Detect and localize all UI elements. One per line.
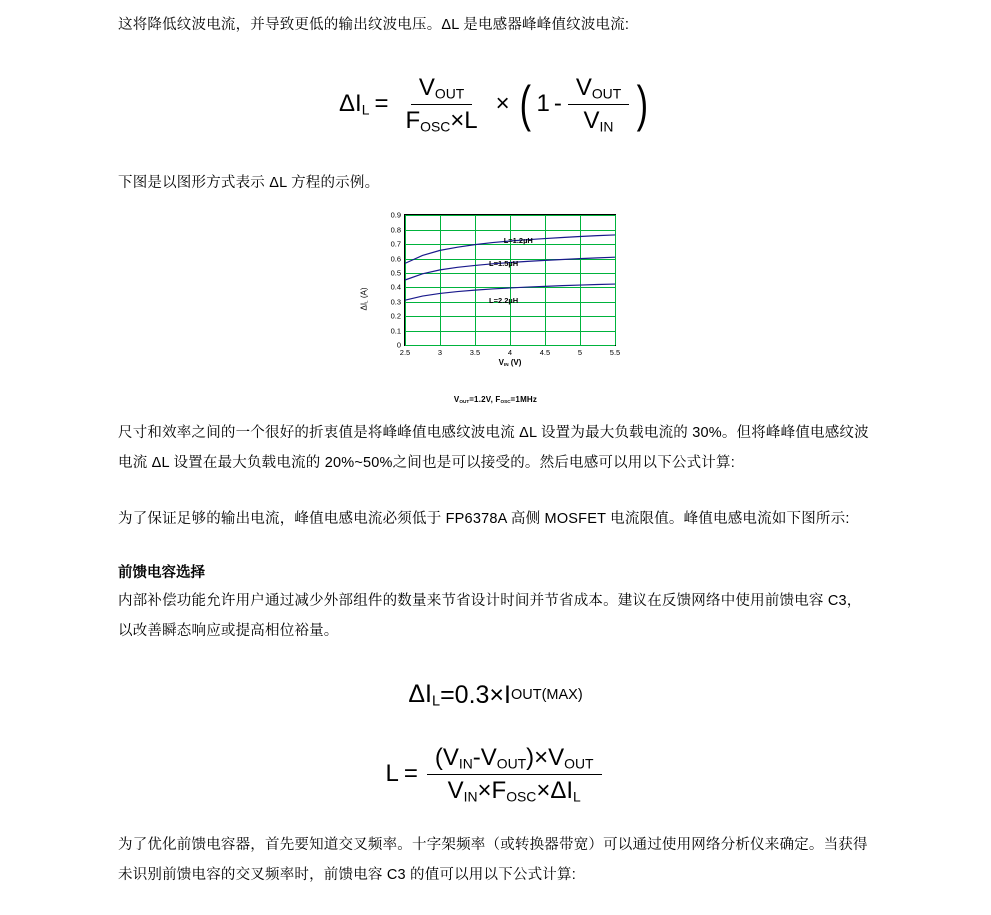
eq1-paren-open: ( <box>519 75 531 133</box>
eq1-frac2-numerator: $V_{OUT}$ <box>568 74 629 105</box>
chart-xtick-2: 3.5 <box>469 348 481 358</box>
eq1-one: 1 <box>536 90 550 118</box>
paragraph-feedforward-body: 内部补偿功能允许用户通过减少外部组件的数量来节省设计时间并节省成本。建议在反馈网络中使用前馈电容 C3，以改善瞬态响应或提高相位裕量。 <box>118 593 862 640</box>
ripple-current-chart <box>118 206 873 404</box>
chart-series-label-1: L=1.2µH <box>503 235 533 245</box>
chart-caption: $V_{OUT}=1.2V$, $F_{OSC}=1MHz$ <box>453 395 538 405</box>
eq1-minus: - <box>553 90 562 118</box>
chart-ytick-8: 0.8 <box>390 225 401 235</box>
chart-ytick-4: 0.4 <box>390 282 401 292</box>
paragraph-current-limit: 为了保证足够的输出电流，峰值电感电流必须低于 FP6378A 高侧 MOSFET 电流限值。峰值电感电流如下图所示: <box>118 511 850 528</box>
eq1-paren-close: ) <box>636 75 649 133</box>
eq2-lhs: $\Delta I_L$ <box>408 680 441 710</box>
chart-xtick-6: 5.5 <box>609 348 621 358</box>
eq3-fraction <box>427 744 602 804</box>
chart-x-axis-label: $V_{IN}$ (V) <box>498 358 522 368</box>
eq1-lhs: $\Delta I_L$ <box>339 90 370 118</box>
chart-series-label-3: L=2.2µH <box>489 295 519 305</box>
eq1-frac1-denominator: $F_{OSC}\times L$ <box>405 106 478 135</box>
chart-ytick-0: 0 <box>396 340 401 350</box>
chart-series-label-2: L=1.5µH <box>489 259 519 269</box>
paragraph-tradeoff: 尺寸和效率之间的一个很好的折衷值是将峰峰值电感纹波电流 ΔL 设置为最大负载电流的 30%。但将峰峰值电感纹波电流 ΔL 设置在最大负载电流的 20%~50%之间也是可以接受的。然后电感可以用以下公式计算: <box>118 425 869 472</box>
eq1-fraction-2 <box>568 74 629 134</box>
paragraph-intro: 这将降低纹波电流，并导致更低的输出纹波电压。ΔL 是电感器峰峰值纹波电流: <box>118 17 630 33</box>
eq1-fraction-1 <box>397 74 485 134</box>
chart-curves <box>405 215 615 345</box>
equation-delta-il-03 <box>118 680 873 710</box>
eq1-times: × <box>495 90 510 118</box>
chart-xtick-1: 3 <box>437 348 443 358</box>
eq3-numerator: $(V_{IN}-V_{OUT})\times V_{OUT}$ <box>427 744 602 775</box>
equation-delta-il <box>118 74 873 134</box>
chart-ytick-1: 0.1 <box>390 326 401 336</box>
eq3-denominator: $V_{IN}\times F_{OSC}\times\Delta I_L$ <box>447 776 581 805</box>
chart-ytick-6: 0.6 <box>390 254 401 264</box>
chart-ytick-3: 0.3 <box>390 297 401 307</box>
chart-area <box>358 206 633 391</box>
chart-xtick-5: 5 <box>577 348 583 358</box>
paragraph-crossover: 为了优化前馈电容器，首先要知道交叉频率。十字架频率（或转换器带宽）可以通过使用网络分析仪来确定。当获得未识别前馈电容的交叉频率时，前馈电容 C3 的值可以用以下公式计算: <box>118 837 868 884</box>
chart-xtick-3: 4 <box>507 348 513 358</box>
paragraph-graph-intro: 下图是以图形方式表示 ΔL 方程的示例。 <box>118 175 380 192</box>
chart-ytick-5: 0.5 <box>390 268 401 278</box>
chart-ytick-9: 0.9 <box>390 210 401 220</box>
chart-plot <box>390 210 621 358</box>
equation-inductance <box>118 744 873 804</box>
eq1-frac1-numerator: $V_{OUT}$ <box>411 74 472 105</box>
eq1-equals: = <box>374 90 389 118</box>
chart-y-axis-label: $\Delta I_L$ (A) <box>359 287 369 311</box>
chart-xtick-4: 4.5 <box>539 348 551 358</box>
chart-ytick-2: 0.2 <box>390 311 401 321</box>
eq2-rest: =0.3×I <box>440 680 511 709</box>
chart-ytick-7: 0.7 <box>390 239 401 249</box>
eq3-equals: = <box>403 760 418 788</box>
eq3-lhs: L <box>385 760 399 788</box>
eq2-rhs-sub: OUT(MAX) <box>510 687 583 704</box>
chart-xtick-0: 2.5 <box>399 348 411 358</box>
section-heading-feedforward: 前馈电容选择 <box>118 565 205 582</box>
eq1-frac2-denominator: $V_{IN}$ <box>583 106 614 135</box>
